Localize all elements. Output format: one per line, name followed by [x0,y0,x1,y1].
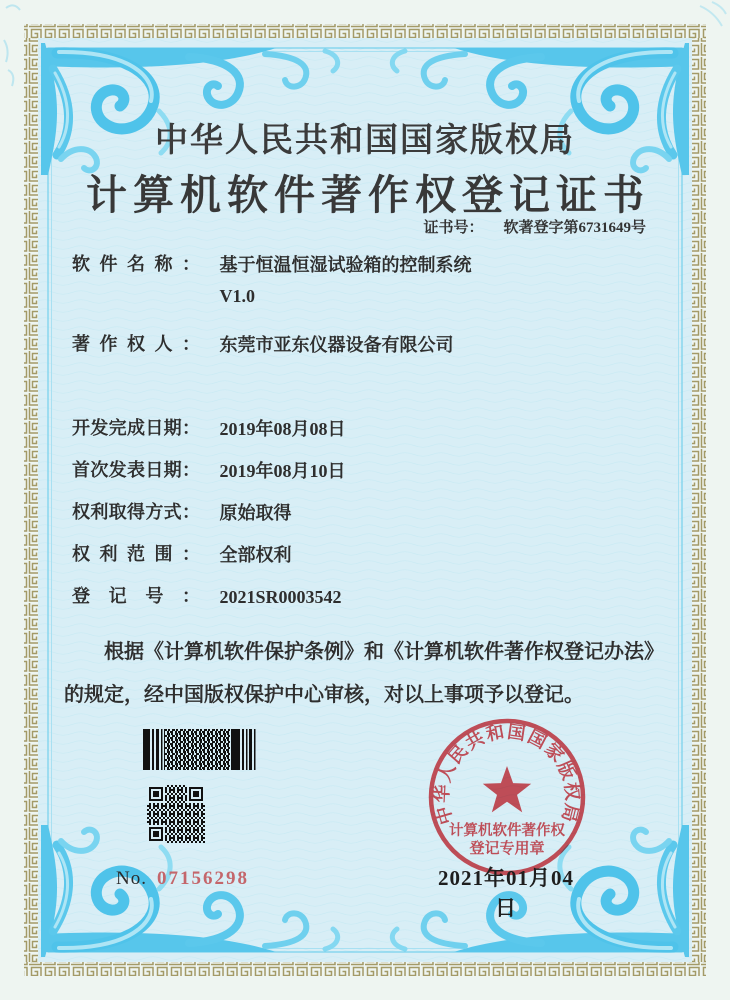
qr-code-icon [147,785,205,843]
pdf417-barcode-icon [143,727,258,772]
seal-ring-text: 中华人民共和国国家版权局 [431,721,583,827]
certificate-number-line [0,216,646,237]
registration-number: 2021SR0003542 [219,587,342,607]
serial-number: 07156298 [156,868,249,889]
issue-date: 2021年01月04日 [438,866,574,920]
field-label: 权利范围： [72,544,200,564]
field-label: 开发完成日期： [72,418,200,438]
field-label: 权利取得方式： [72,502,200,522]
certificate-number-value: 软著登字第6731649号 [503,220,646,236]
certificate-title: 计算机软件著作权登记证书 [86,172,650,218]
registration-statement: 根据《计算机软件保护条例》和《计算机软件著作权登记办法》的规定，经中国版权保护中心审核，对以上事项予以登记。 [64,641,664,706]
field-value [220,250,472,312]
field-label: 登记号： [72,586,200,606]
field-row-copyright-owner [72,330,672,361]
rights-scope: 全部权利 [219,545,292,565]
dev-complete-date: 2019年08月08日 [219,419,346,439]
field-row-software-name [72,250,672,312]
certificate-number-label: 证书号： [423,220,484,236]
serial-prefix: No. [116,868,147,889]
software-version: V1.0 [219,286,255,306]
field-row-rights-scope [72,540,672,571]
field-label: 软件名称： [72,254,200,274]
serial-number-line [116,868,249,890]
field-row-dev-complete-date [72,414,672,445]
seal-line2: 登记专用章 [469,841,545,857]
field-label: 首次发表日期： [72,460,200,480]
red-star-icon [483,766,531,812]
issuer-title: 中华人民共和国国家版权局 [155,123,575,159]
seal-line1: 计算机软件著作权 [449,823,565,839]
field-label: 著作权人： [72,334,200,354]
copyright-owner: 东莞市亚东仪器设备有限公司 [219,335,454,355]
rights-acquisition: 原始取得 [219,503,292,523]
software-name: 基于恒温恒湿试验箱的控制系统 [219,255,472,275]
field-row-rights-acquisition [72,498,672,529]
field-row-first-publish-date [72,456,672,487]
first-publish-date: 2019年08月10日 [219,461,346,481]
field-row-registration-number [72,582,672,613]
